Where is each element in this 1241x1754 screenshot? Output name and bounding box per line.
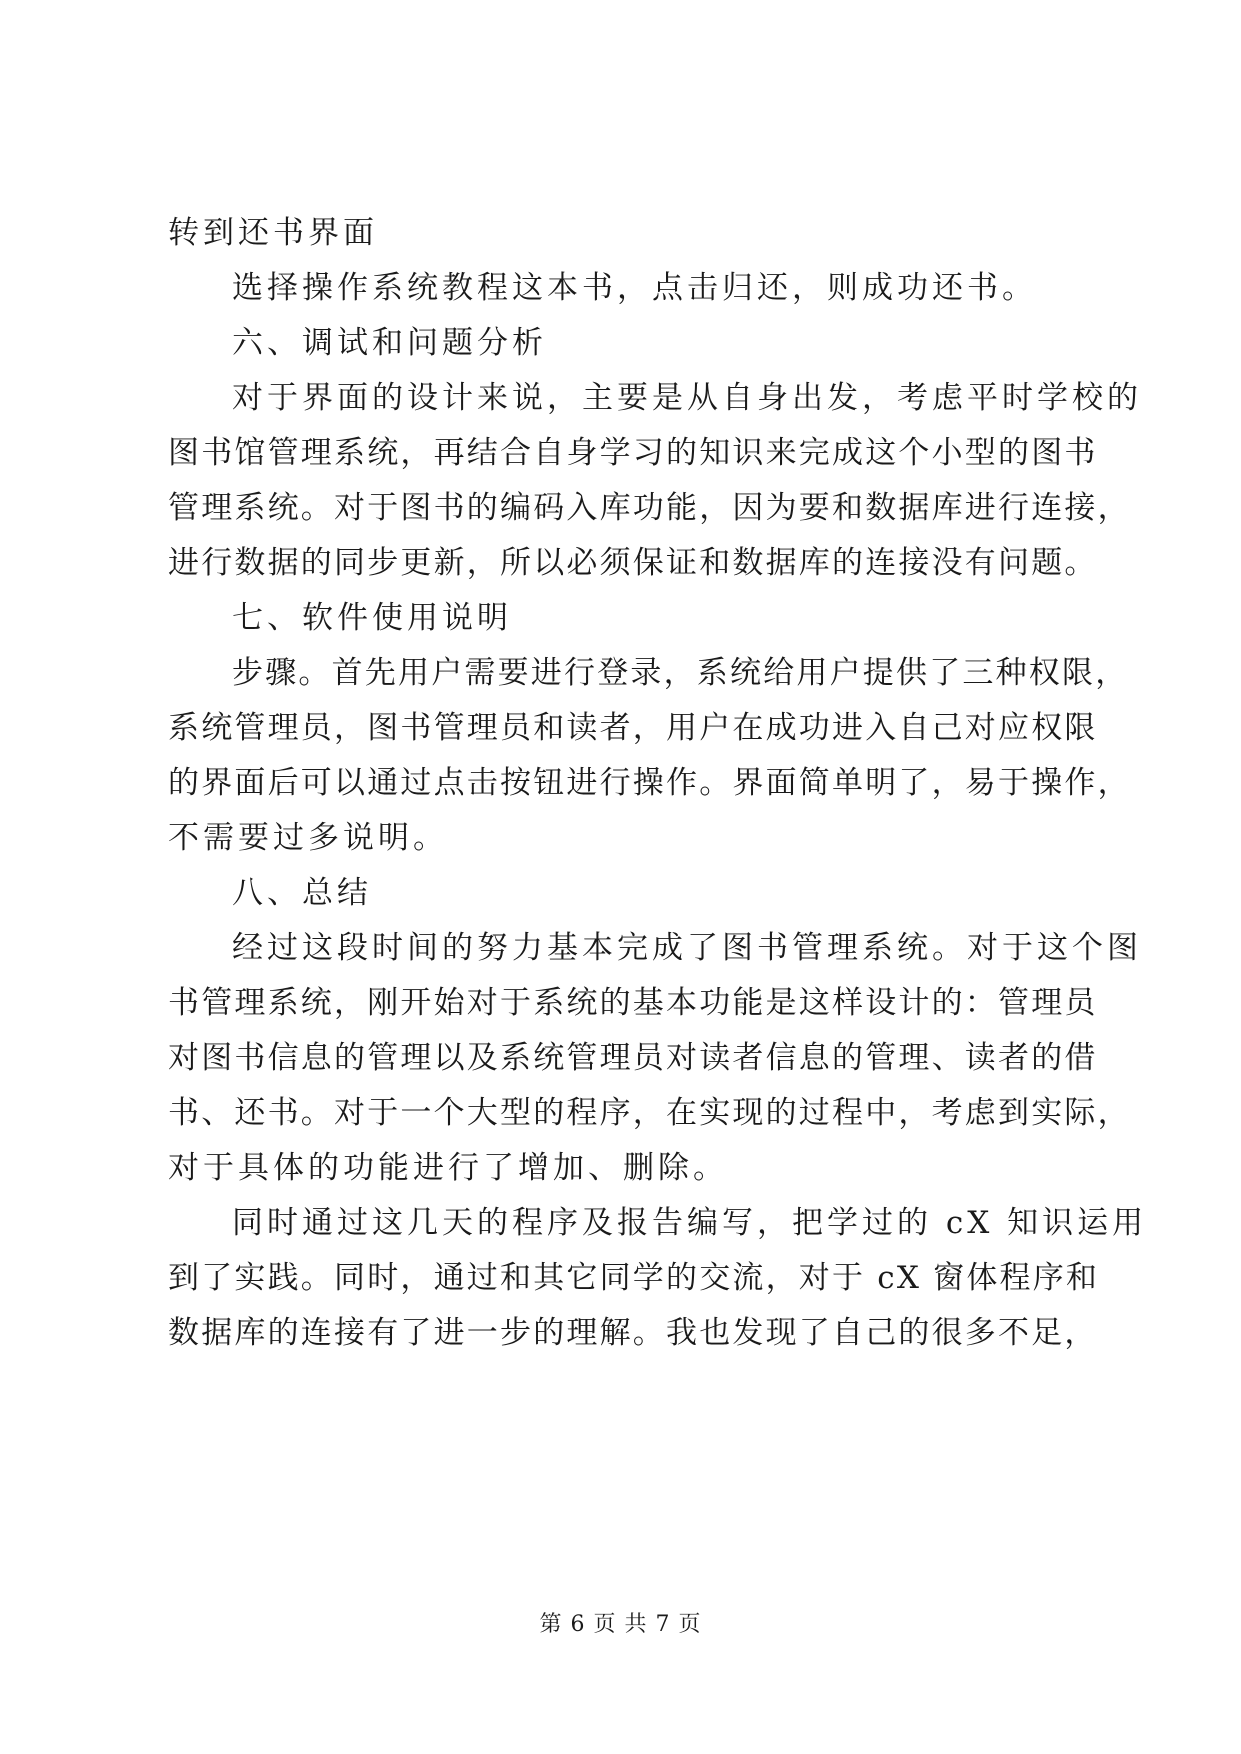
body-line: 转到还书界面: [168, 215, 378, 251]
body-line: 经过这段时间的努力基本完成了图书管理系统。对于这个图: [232, 930, 1142, 966]
section-heading: 八、总结: [232, 875, 372, 911]
body-line: 同时通过这几天的程序及报告编写，把学过的 cX 知识运用: [232, 1205, 1148, 1241]
body-line: 的界面后可以通过点击按钮进行操作。界面简单明了，易于操作，: [168, 765, 1131, 801]
body-line: 选择操作系统教程这本书，点击归还，则成功还书。: [232, 270, 1037, 306]
body-line: 对图书信息的管理以及系统管理员对读者信息的管理、读者的借: [168, 1040, 1098, 1076]
body-line: 书管理系统，刚开始对于系统的基本功能是这样设计的：管理员: [168, 985, 1098, 1021]
body-line: 系统管理员，图书管理员和读者，用户在成功进入自己对应权限: [168, 710, 1098, 746]
body-line: 步骤。首先用户需要进行登录，系统给用户提供了三种权限，: [232, 655, 1129, 691]
body-line: 对于具体的功能进行了增加、删除。: [168, 1150, 728, 1186]
section-heading: 六、调试和问题分析: [232, 325, 547, 361]
body-line: 进行数据的同步更新，所以必须保证和数据库的连接没有问题。: [168, 545, 1098, 581]
body-line: 不需要过多说明。: [168, 820, 448, 856]
body-line: 对于界面的设计来说，主要是从自身出发，考虑平时学校的: [232, 380, 1142, 416]
body-line: 到了实践。同时，通过和其它同学的交流，对于 cX 窗体程序和: [168, 1260, 1100, 1296]
body-line: 书、还书。对于一个大型的程序，在实现的过程中，考虑到实际，: [168, 1095, 1131, 1131]
body-line: 数据库的连接有了进一步的理解。我也发现了自己的很多不足，: [168, 1315, 1098, 1351]
section-heading: 七、软件使用说明: [232, 600, 512, 636]
body-line: 图书馆管理系统，再结合自身学习的知识来完成这个小型的图书: [168, 435, 1098, 471]
page-footer: 第 6 页 共 7 页: [539, 1612, 702, 1637]
body-line: 管理系统。对于图书的编码入库功能，因为要和数据库进行连接，: [168, 490, 1131, 526]
